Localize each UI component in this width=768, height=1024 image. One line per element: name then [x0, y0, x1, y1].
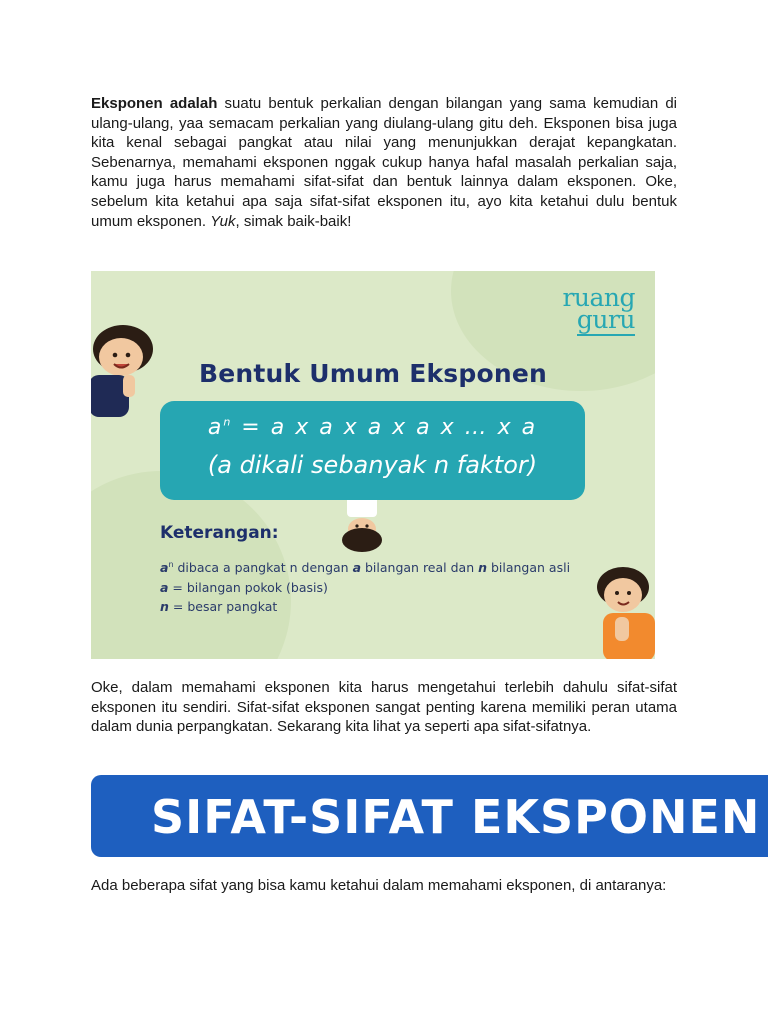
formula-line	[160, 415, 585, 440]
closing-paragraph: Ada beberapa sifat yang bisa kamu ketahui dalam memahami eksponen, di antaranya:	[91, 877, 667, 894]
keterangan-title: Keterangan:	[160, 523, 279, 543]
var-a: a	[160, 560, 169, 576]
intro-text-b: , simak baik-baik!	[235, 212, 352, 230]
ruangguru-logo	[562, 283, 635, 334]
banner-title: SIFAT-SIFAT EKSPONEN	[151, 790, 761, 844]
formula-exponent: n	[223, 415, 233, 429]
keterangan-item	[160, 599, 277, 614]
intro-text-a: suatu bentuk perkalian dengan bilangan yang sama kemudian di ulang-ulang, yaa semacam perkalian yang diulang-ulang gitu deh. Eksponen bisa juga kita kenal sebagai pangkat atau nilai yang menunjukkan derajat kepangkatan. Sebenarnya, memahami eksponen nggak cukup hanya hafal masalah perkalian saja, kamu juga harus memahami sifat-sifat dan bentuk lainnya dalam eksponen. Oke, sebelum kita ketahui apa saja sifat-sifat eksponen itu, ayo kita ketahui dulu bentuk umum eksponen.	[91, 95, 677, 230]
logo-line-2: guru	[576, 305, 635, 334]
ket-text: bilangan asli	[487, 560, 571, 576]
sifat-eksponen-banner	[91, 775, 768, 857]
bentuk-umum-infographic	[91, 271, 655, 659]
var-n-exponent: n	[168, 560, 174, 569]
ket-text: = bilangan pokok (basis)	[168, 580, 328, 595]
intro-term: Eksponen adalah	[91, 95, 218, 112]
kid-illustration-right	[589, 561, 655, 659]
var-n: n	[478, 560, 487, 576]
ket-text: dibaca a pangkat n dengan	[173, 560, 353, 576]
intro-paragraph	[91, 94, 677, 231]
logo-line-1: ruang	[562, 283, 635, 312]
var-n: n	[160, 599, 169, 614]
middle-paragraph: Oke, dalam memahami eksponen kita harus mengetahui terlebih dahulu sifat-sifat eksponen itu sendiri. Sifat-sifat eksponen sangat penting karena memiliki peran utama dalam dunia perpangkatan. Sekarang kita lihat ya seperti apa sifat-sifatnya.	[91, 679, 677, 736]
kid-illustration-center	[339, 493, 385, 555]
var-a: a	[160, 580, 169, 595]
intro-yuk: Yuk	[210, 212, 236, 230]
formula-base: a	[207, 415, 224, 440]
formula-expansion: = a x a x a x a x … x a	[232, 415, 538, 440]
keterangan-item	[160, 580, 328, 595]
formula-description: (a dikali sebanyak n faktor)	[207, 451, 538, 479]
keterangan-item	[160, 560, 570, 575]
ket-text: bilangan real dan	[361, 560, 479, 576]
ket-text: = besar pangkat	[168, 599, 278, 614]
formula-box	[160, 401, 585, 500]
figure-title: Bentuk Umum Eksponen	[199, 359, 547, 388]
var-a: a	[352, 560, 362, 576]
